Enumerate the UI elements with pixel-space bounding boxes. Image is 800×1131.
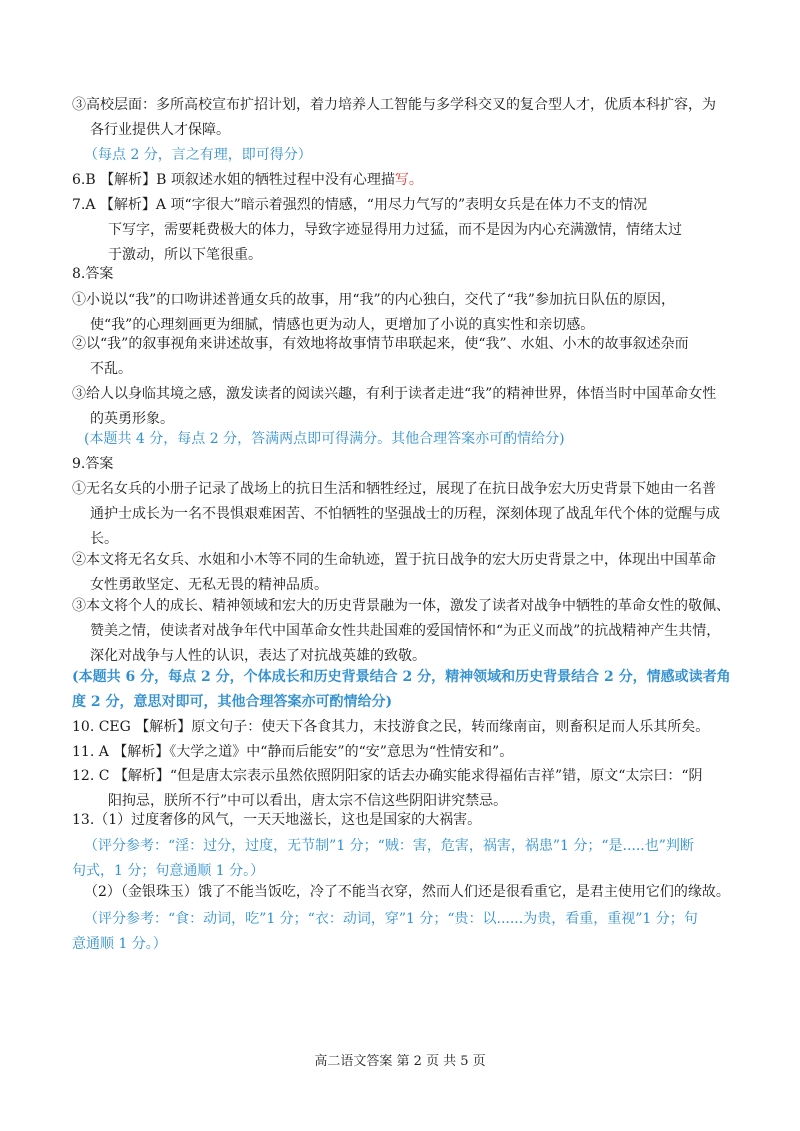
q8-item-1: [72, 288, 675, 338]
text-line: 7.A 【解析】A 项“字很大”暗示着强烈的情感，“用尽力气写的”表明女兵是在体力不支的情况: [72, 197, 648, 213]
text-line: ③高校层面：多所高校宣布扩招计划，着力培养人工智能与多学科交叉的复合型人才，优质本科扩容，为: [72, 97, 716, 113]
text-line: 阳拘忌，朕所不行”中可以看出，唐太宗不信这些阴阳讲究禁忌。: [108, 793, 508, 809]
text-line: ①小说以“我”的口吻讲述普通女兵的故事，用“我”的内心独白，交代了“我”参加抗日队伍的原因，: [72, 292, 675, 308]
q13-part-1-scoring: [72, 834, 694, 884]
q13-part-2: [84, 880, 730, 905]
scoring-note: （每点 2 分，言之有理，即可得分）: [84, 147, 312, 163]
q9-item-3: [72, 594, 730, 669]
text-line: 11. A 【解析】《大学之道》中“静而后能安”的“安”意思为“性情安和”。: [72, 744, 514, 760]
text-line: 10. CEG 【解析】原文句子：使天下各食其力，末技游食之民，转而缘南亩，则畜积足而人乐其所矣。: [72, 719, 710, 735]
text-line: ③本文将个人的成长、精神领域和宏大的历史背景融为一体，激发了读者对战争中牺牲的革命女性的敬佩、: [72, 598, 730, 614]
section-heading: 9.答案: [72, 456, 114, 472]
q13-part-2-scoring: [72, 907, 698, 957]
scoring-note: (本题共 4 分，每点 2 分，答满两点即可得满分。其他合理答案亦可酌情给分): [84, 431, 565, 447]
q5-scoring: [84, 143, 312, 168]
q8-item-2: [72, 332, 689, 382]
text-line: 赞美之情，使读者对战争年代中国革命女性共赴国难的爱国情怀和“为正义而战”的抗战精神产生共情，: [90, 623, 721, 639]
q7-answer: [72, 193, 682, 268]
text-line: 各行业提供人才保障。: [90, 122, 230, 138]
q10-answer: [72, 715, 709, 740]
scoring-note: (本题共 6 分，每点 2 分，个体成长和历史背景结合 2 分，精神领域和历史背景结合 2 分，情感或读者角: [72, 669, 731, 685]
q6-text: 6.B 【解析】B 项叙述水姐的牺牲过程中没有心理描: [72, 172, 395, 188]
q5-item-3: [72, 93, 716, 143]
q9-item-2: [72, 548, 716, 598]
page-footer: 高二语文答案 第 2 页 共 5 页: [314, 1054, 486, 1069]
scoring-note: 句式，1 分；句意通顺 1 分。）: [72, 863, 265, 879]
scoring-note: （评分参考：“淫：过分，过度，无节制”1 分；“贼：害，危害，祸害，祸患”1 分；“是.....也”判断: [84, 838, 694, 854]
q6-highlight: 写。: [394, 172, 423, 188]
text-line: ②本文将无名女兵、水姐和小木等不同的生命轨迹，置于抗日战争的宏大历史背景之中，体现出中国革命: [72, 552, 716, 568]
text-line: 于激动，所以下笔很重。: [108, 247, 262, 263]
text-line: 的英勇形象。: [90, 411, 174, 427]
section-heading: 8.答案: [72, 266, 114, 282]
text-line: 12. C 【解析】“但是唐太宗表示虽然依照阴阳家的话去办确实能求得福佑吉祥”错，原文“太宗曰：“阴: [72, 768, 703, 784]
q11-answer: [72, 740, 513, 765]
q8-scoring: [84, 427, 565, 452]
text-line: （2）（金银珠玉）饿了不能当饭吃，冷了不能当衣穿，然而人们还是很看重它，是君主使用它们的缘故。: [84, 884, 730, 900]
scoring-note: （评分参考：“食：动词，吃”1 分；“衣：动词，穿”1 分；“贵：以......为贵，看重，重视”1 分；句: [84, 911, 698, 927]
scoring-note: 意通顺 1 分。）: [72, 936, 167, 952]
q6-answer: [72, 168, 423, 193]
q13-part-1: [72, 808, 481, 833]
q8-heading: [72, 262, 113, 287]
text-line: 不乱。: [90, 361, 132, 377]
text-line: 使“我”的心理刻画更为细腻，情感也更为动人，更增加了小说的真实性和亲切感。: [90, 317, 595, 333]
q12-answer: [72, 764, 703, 814]
q9-scoring: [72, 665, 731, 715]
text-line: 深化对战争与人性的认识，表达了对抗战英雄的致敬。: [90, 648, 426, 664]
text-line: 13.（1）过度奢侈的风气，一天天地滋长，这也是国家的大祸害。: [72, 812, 482, 828]
text-line: ①无名女兵的小册子记录了战场上的抗日生活和牺牲经过，展现了在抗日战争宏大历史背景下她由一名普: [72, 481, 716, 497]
text-line: 下写字，需要耗费极大的体力，导致字迹显得用力过猛，而不是因为内心充满激情，情绪太过: [108, 222, 682, 238]
text-line: ②以“我”的叙事视角来讲述故事，有效地将故事情节串联起来，使“我”、水姐、小木的故事叙述杂而: [72, 336, 689, 352]
q9-item-1: [72, 477, 720, 552]
scoring-note: 度 2 分，意思对即可，其他合理答案亦可酌情给分): [72, 694, 393, 710]
text-line: 通护士成长为一名不畏惧艰难困苦、不怕牺牲的坚强战士的历程，深刻体现了战乱年代个体的觉醒与成: [90, 506, 720, 522]
text-line: ③给人以身临其境之感，激发读者的阅读兴趣，有利于读者走进“我”的精神世界，体悟当时中国革命女性: [72, 386, 717, 402]
text-line: 女性勇敢坚定、无私无畏的精神品质。: [90, 577, 328, 593]
q8-item-3: [72, 382, 716, 432]
text-line: 长。: [90, 531, 118, 547]
q9-heading: [72, 452, 113, 477]
